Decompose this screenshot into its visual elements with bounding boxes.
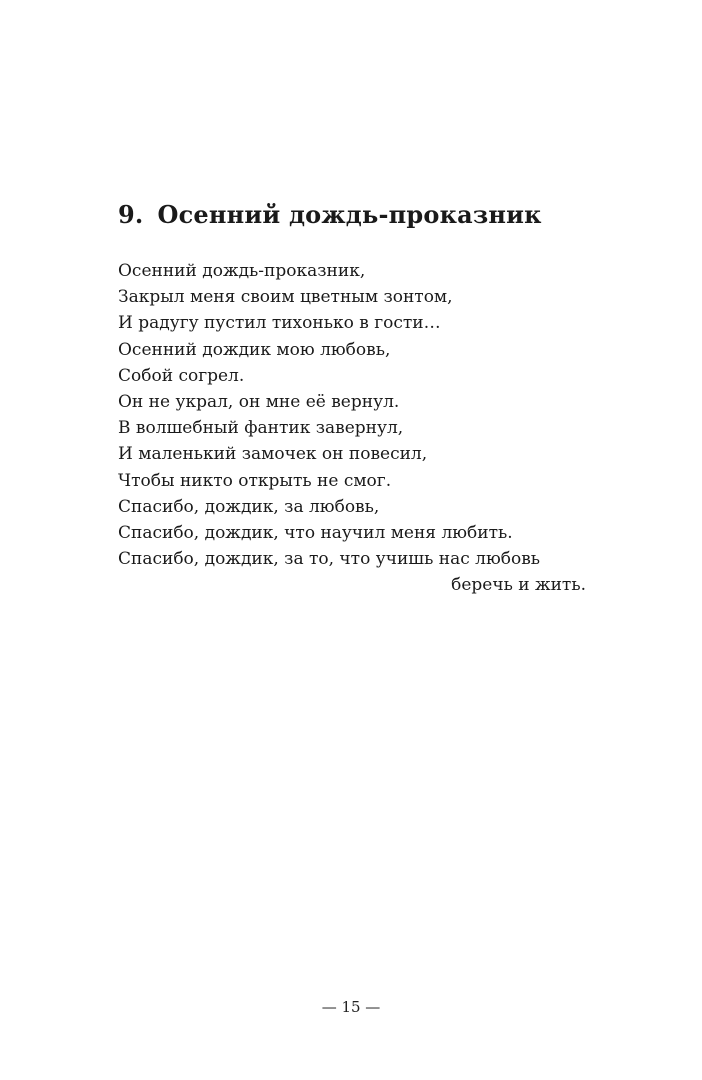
poem-line: Спасибо, дождик, что научил меня любить.: [118, 523, 513, 544]
poem-line-continuation: беречь и жить.: [451, 575, 586, 596]
poem-line: В волшебный фантик завернул,: [118, 418, 404, 439]
page-number: — 15 —: [321, 998, 381, 1016]
chapter-heading: [118, 200, 542, 229]
poem-line: И маленький замочек он повесил,: [118, 444, 428, 465]
poem-line: И радугу пустил тихонько в гости…: [118, 313, 441, 334]
poem-line: Осенний дождик мою любовь,: [118, 339, 391, 360]
poem-line: Закрыл меня своим цветным зонтом,: [118, 287, 453, 308]
chapter-number: 9.: [118, 200, 144, 229]
poem-line: Он не украл, он мне её вернул.: [118, 392, 400, 413]
poem-line: Спасибо, дождик, за то, что учишь нас любовь: [118, 549, 541, 570]
poem-line: Спасибо, дождик, за любовь,: [118, 496, 380, 517]
poem-line: Чтобы никто открыть не смог.: [118, 470, 392, 491]
poem-line: Осенний дождь-проказник,: [118, 261, 366, 281]
chapter-title: Осенний дождь-проказник: [157, 200, 542, 229]
poem-body: [118, 258, 588, 599]
poem-line: Собой согрел.: [118, 365, 245, 386]
